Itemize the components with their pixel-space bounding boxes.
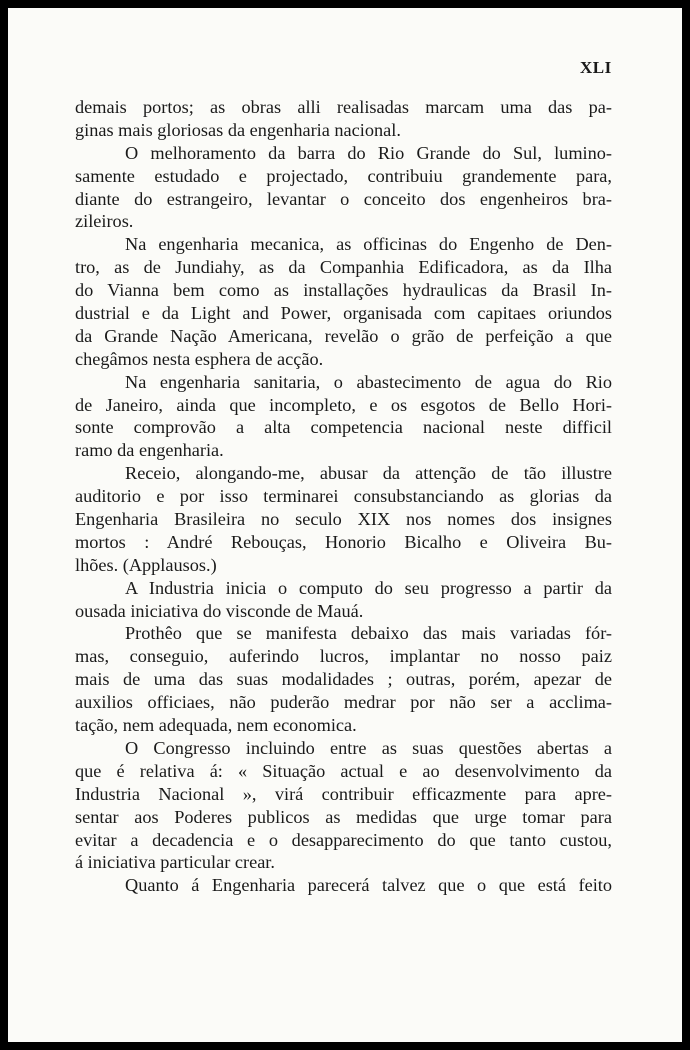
- text-line: Prothêo que se manifesta debaixo das mais variadas fór-: [125, 623, 612, 644]
- text-line: diante do estrangeiro, levantar o conceito dos engenheiros bra-: [75, 188, 612, 209]
- text-line: sonte comprovão a alta competencia nacional neste difficil: [75, 417, 612, 438]
- text-line: Engenharia Brasileira no seculo XIX nos nomes dos insignes: [75, 509, 612, 530]
- text-line: Na engenharia mecanica, as officinas do Engenho de Den-: [125, 234, 612, 255]
- text-line: Receio, alongando-me, abusar da attenção de tão illustre: [125, 463, 612, 484]
- book-page: [8, 8, 682, 1042]
- text-line: Industria Nacional », virá contribuir efficazmente para apre-: [75, 783, 612, 804]
- page-number: XLI: [580, 58, 612, 77]
- text-line: A Industria inicia o computo do seu progresso a partir da: [125, 577, 612, 598]
- text-line: á iniciativa particular crear.: [75, 852, 275, 873]
- text-line: de Janeiro, ainda que incompleto, e os esgotos de Bello Hori-: [75, 394, 612, 415]
- text-line: ginas mais gloriosas da engenharia nacional.: [75, 119, 401, 140]
- text-line: auditorio e por isso terminarei consubstanciando as glorias da: [75, 486, 612, 507]
- text-line: que é relativa á: « Situação actual e ao desenvolvimento da: [75, 760, 612, 781]
- text-line: mas, conseguio, auferindo lucros, implantar no nosso paiz: [75, 646, 612, 667]
- text-line: sentar aos Poderes publicos as medidas que urge tomar para: [75, 806, 612, 827]
- text-line: lhões. (Applausos.): [75, 554, 217, 575]
- text-line: dustrial e da Light and Power, organisada com capitaes oriundos: [75, 303, 612, 324]
- text-line: chegâmos nesta esphera de acção.: [75, 348, 324, 369]
- text-line: zileiros.: [75, 211, 134, 232]
- text-line: mais de uma das suas modalidades ; outras, porém, apezar de: [75, 669, 612, 690]
- text-line: samente estudado e projectado, contribuiu grandemente para,: [75, 165, 612, 186]
- text-line: tação, nem adequada, nem economica.: [75, 715, 357, 736]
- text-line: da Grande Nação Americana, revelão o grão de perfeição a que: [75, 325, 612, 346]
- text-line: Quanto á Engenharia parecerá talvez que o que está feito: [125, 875, 612, 896]
- text-line: Na engenharia sanitaria, o abastecimento de agua do Rio: [125, 371, 612, 392]
- body-text: [75, 96, 612, 897]
- text-line: do Vianna bem como as installações hydraulicas da Brasil In-: [75, 280, 612, 301]
- text-line: ousada iniciativa do visconde de Mauá.: [75, 600, 364, 621]
- text-line: auxilios officiaes, não puderão medrar por não ser a acclima-: [75, 692, 612, 713]
- text-line: demais portos; as obras alli realisadas marcam uma das pa-: [75, 97, 612, 117]
- text-line: O melhoramento da barra do Rio Grande do Sul, lumino-: [125, 142, 612, 163]
- text-line: O Congresso incluindo entre as suas questões abertas a: [125, 737, 612, 758]
- text-line: mortos : André Rebouças, Honorio Bicalho e Oliveira Bu-: [75, 531, 612, 552]
- text-line: tro, as de Jundiahy, as da Companhia Edificadora, as da Ilha: [75, 257, 612, 278]
- text-line: ramo da engenharia.: [75, 440, 224, 461]
- text-line: evitar a decadencia e o desapparecimento do que tanto custou,: [75, 829, 612, 850]
